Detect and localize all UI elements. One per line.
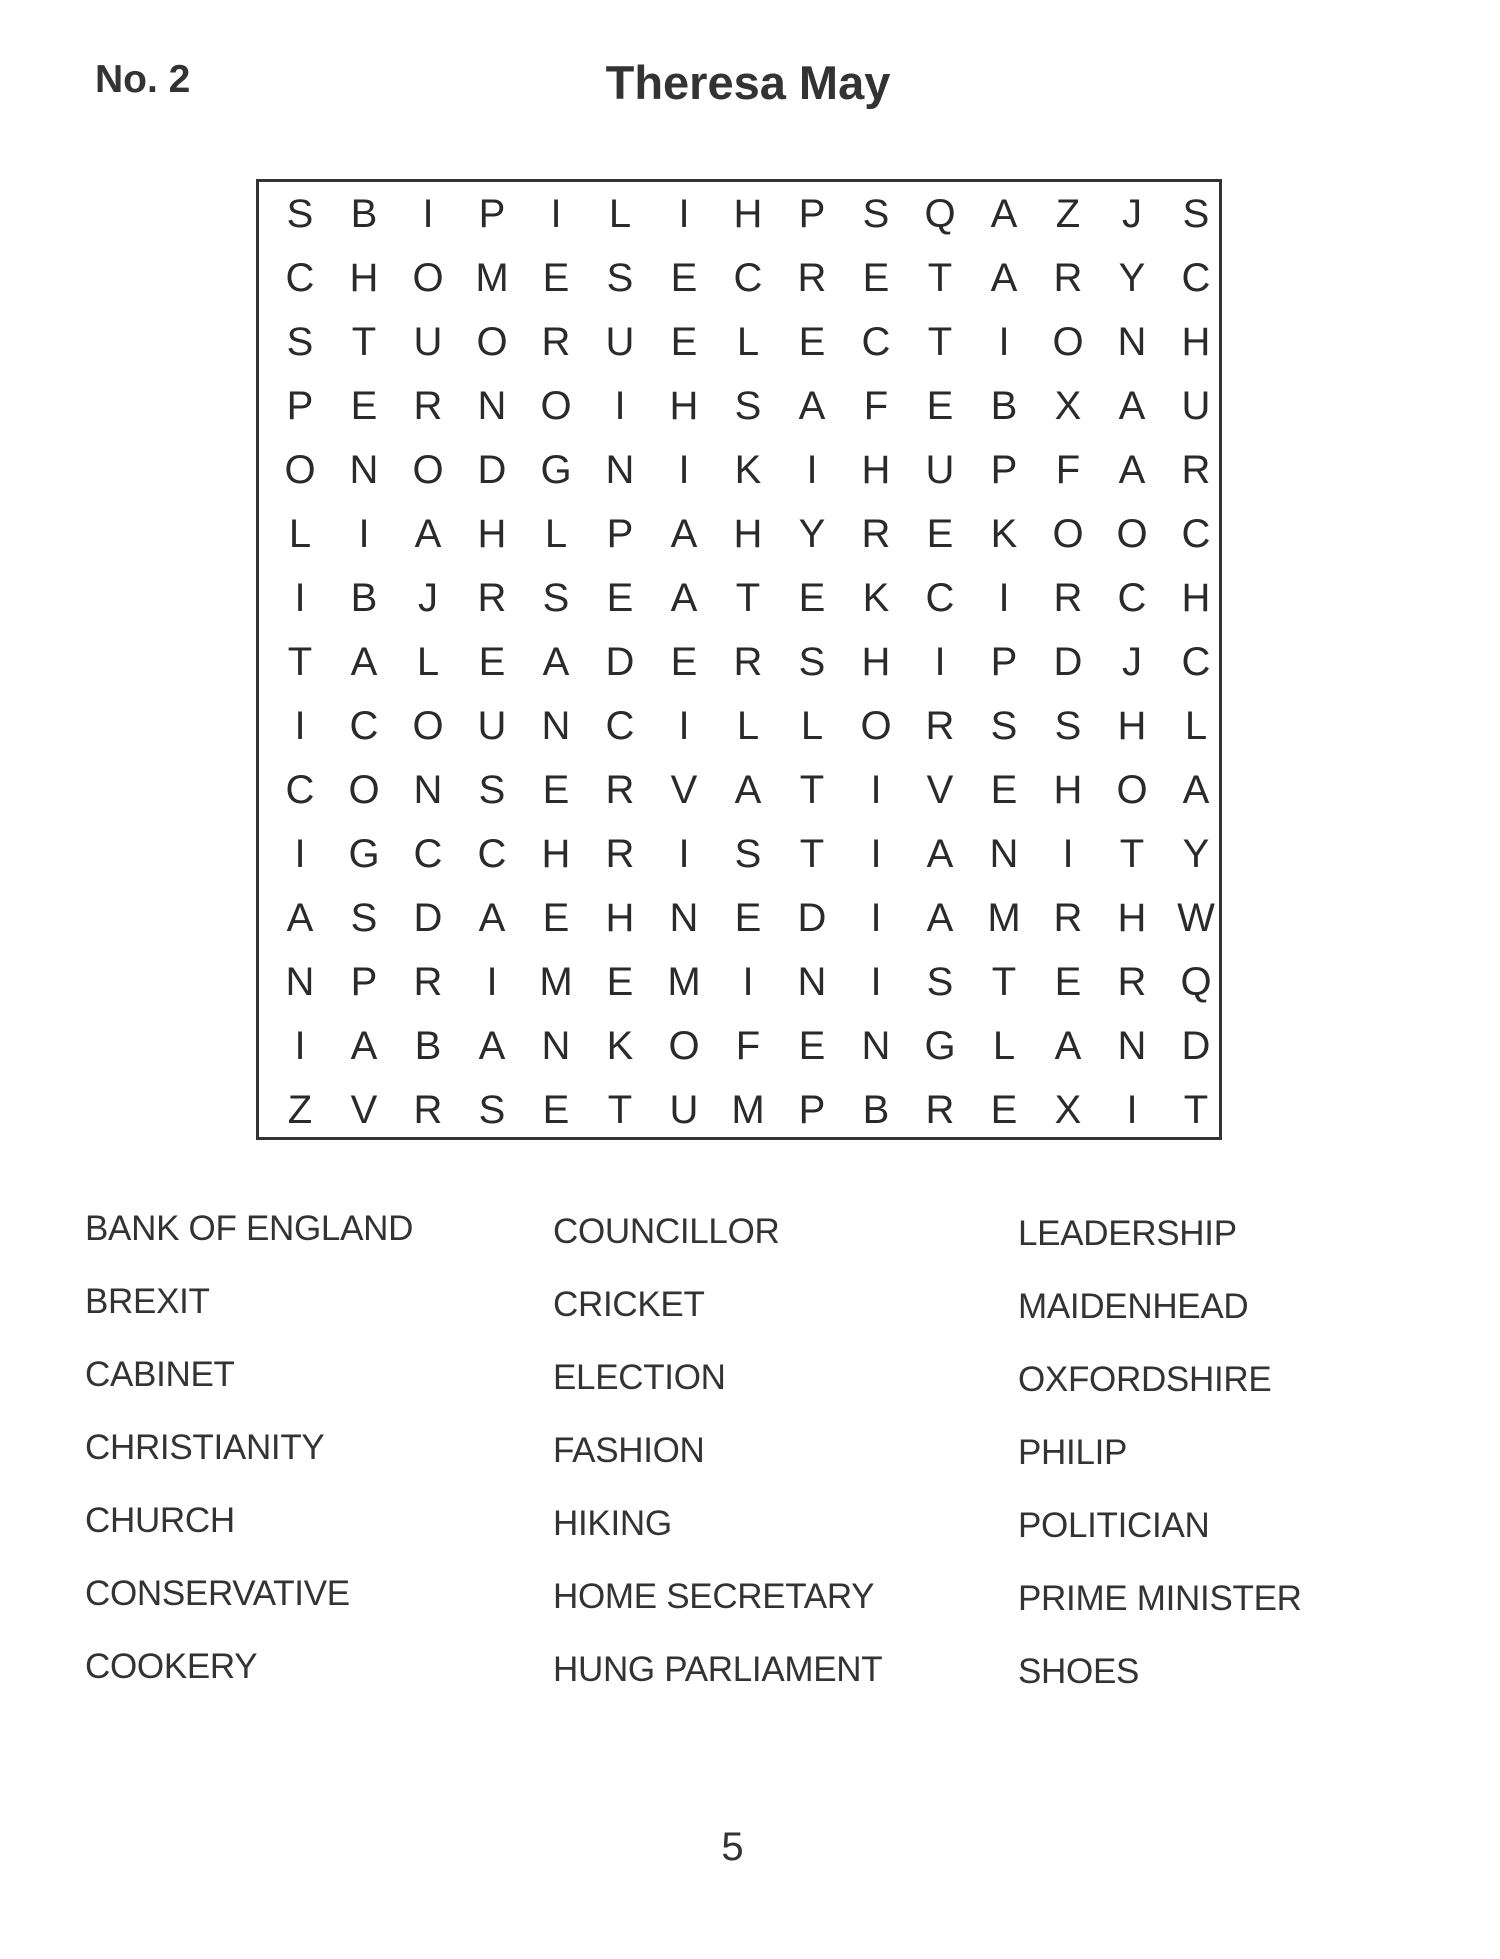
grid-letter: R <box>477 576 507 620</box>
grid-letter: R <box>413 1088 443 1132</box>
word-search-grid <box>256 179 1222 1140</box>
grid-letter: H <box>861 640 891 684</box>
grid-letter: L <box>736 320 760 364</box>
grid-letter: A <box>350 1024 378 1068</box>
grid-letter: C <box>1181 512 1211 556</box>
grid-letter: S <box>1182 192 1210 236</box>
grid-letter: H <box>1181 320 1211 364</box>
grid-letter: N <box>285 960 315 1004</box>
grid-letter: S <box>734 384 762 428</box>
grid-letter: J <box>1122 192 1142 236</box>
grid-letter: M <box>475 256 509 300</box>
grid-letter: T <box>991 960 1017 1004</box>
page-number: 5 <box>721 1825 744 1869</box>
word-list-item: BREXIT <box>85 1282 210 1321</box>
grid-row <box>259 630 1219 694</box>
grid-letter: A <box>1054 1024 1082 1068</box>
grid-letter: E <box>862 256 890 300</box>
grid-letter: P <box>350 960 378 1004</box>
grid-letter: N <box>349 448 379 492</box>
grid-letter: E <box>926 384 954 428</box>
grid-letter: R <box>1117 960 1147 1004</box>
grid-letter: A <box>478 1024 506 1068</box>
grid-row <box>259 758 1219 822</box>
grid-letter: D <box>1181 1024 1211 1068</box>
grid-letter: S <box>478 1088 506 1132</box>
grid-letter: F <box>863 384 889 428</box>
grid-letter: S <box>862 192 890 236</box>
grid-letter: O <box>540 384 572 428</box>
grid-letter: W <box>1177 896 1215 940</box>
grid-letter: R <box>733 640 763 684</box>
grid-letter: D <box>797 896 827 940</box>
grid-letter: A <box>926 832 954 876</box>
grid-letter: O <box>668 1024 700 1068</box>
grid-letter: E <box>798 1024 826 1068</box>
word-list-item: MAIDENHEAD <box>1018 1287 1249 1326</box>
grid-letter: O <box>476 320 508 364</box>
grid-letter: E <box>734 896 762 940</box>
grid-letter: U <box>413 320 443 364</box>
word-list-item: OXFORDSHIRE <box>1018 1360 1272 1399</box>
grid-letter: O <box>1052 512 1084 556</box>
grid-row <box>259 1078 1219 1142</box>
grid-letter: U <box>1181 384 1211 428</box>
grid-letter: C <box>925 576 955 620</box>
grid-letter: L <box>608 192 632 236</box>
grid-letter: R <box>1181 448 1211 492</box>
grid-letter: V <box>670 768 698 812</box>
grid-letter: A <box>286 896 314 940</box>
grid-letter: C <box>1181 640 1211 684</box>
grid-letter: H <box>669 384 699 428</box>
grid-row <box>259 246 1219 310</box>
grid-letter: I <box>678 704 690 748</box>
grid-letter: M <box>539 960 573 1004</box>
grid-letter: I <box>614 384 626 428</box>
grid-letter: R <box>1053 576 1083 620</box>
grid-letter: C <box>413 832 443 876</box>
word-list-item: COUNCILLOR <box>553 1212 780 1251</box>
grid-letter: H <box>1053 768 1083 812</box>
grid-letter: E <box>670 320 698 364</box>
grid-letter: I <box>1062 832 1074 876</box>
grid-letter: R <box>413 960 443 1004</box>
grid-letter: I <box>294 1024 306 1068</box>
grid-letter: A <box>990 192 1018 236</box>
grid-letter: N <box>413 768 443 812</box>
grid-letter: T <box>799 768 825 812</box>
grid-letter: E <box>670 640 698 684</box>
grid-letter: C <box>477 832 507 876</box>
word-list-item: PRIME MINISTER <box>1018 1579 1302 1618</box>
grid-letter: A <box>798 384 826 428</box>
grid-letter: Y <box>1118 256 1146 300</box>
grid-letter: D <box>413 896 443 940</box>
grid-letter: N <box>541 1024 571 1068</box>
grid-letter: J <box>1122 640 1142 684</box>
grid-letter: L <box>800 704 824 748</box>
grid-letter: E <box>542 768 570 812</box>
grid-letter: P <box>798 1088 826 1132</box>
grid-letter: G <box>540 448 572 492</box>
grid-letter: L <box>1184 704 1208 748</box>
grid-letter: P <box>286 384 314 428</box>
grid-letter: I <box>550 192 562 236</box>
grid-letter: H <box>1117 896 1147 940</box>
grid-letter: Q <box>1180 960 1212 1004</box>
grid-letter: O <box>412 704 444 748</box>
grid-letter: P <box>990 448 1018 492</box>
word-list-item: CONSERVATIVE <box>85 1574 350 1613</box>
grid-letter: E <box>606 576 634 620</box>
grid-letter: R <box>1053 256 1083 300</box>
grid-letter: F <box>735 1024 761 1068</box>
grid-letter: N <box>669 896 699 940</box>
grid-letter: E <box>542 256 570 300</box>
grid-letter: A <box>478 896 506 940</box>
grid-letter: N <box>1117 1024 1147 1068</box>
grid-letter: B <box>990 384 1018 428</box>
grid-letter: A <box>1118 384 1146 428</box>
grid-letter: O <box>412 448 444 492</box>
grid-letter: J <box>418 576 438 620</box>
grid-letter: S <box>478 768 506 812</box>
grid-letter: Z <box>287 1088 313 1132</box>
grid-letter: I <box>870 768 882 812</box>
word-list-item: CRICKET <box>553 1285 705 1324</box>
grid-letter: B <box>350 192 378 236</box>
grid-letter: I <box>870 896 882 940</box>
grid-letter: F <box>1055 448 1081 492</box>
grid-letter: I <box>806 448 818 492</box>
grid-letter: C <box>285 768 315 812</box>
grid-letter: K <box>734 448 762 492</box>
grid-letter: H <box>1117 704 1147 748</box>
grid-letter: C <box>1117 576 1147 620</box>
grid-letter: R <box>605 832 635 876</box>
grid-letter: R <box>1053 896 1083 940</box>
grid-letter: S <box>734 832 762 876</box>
grid-letter: H <box>733 512 763 556</box>
grid-row <box>259 566 1219 630</box>
grid-row <box>259 694 1219 758</box>
word-list-item: CHURCH <box>85 1501 235 1540</box>
grid-letter: D <box>477 448 507 492</box>
grid-letter: I <box>294 832 306 876</box>
word-list-item: ELECTION <box>553 1358 726 1397</box>
grid-letter: N <box>477 384 507 428</box>
grid-letter: I <box>678 448 690 492</box>
grid-letter: R <box>797 256 827 300</box>
grid-letter: U <box>669 1088 699 1132</box>
grid-letter: A <box>990 256 1018 300</box>
grid-row <box>259 502 1219 566</box>
grid-letter: H <box>349 256 379 300</box>
grid-letter: B <box>414 1024 442 1068</box>
grid-letter: C <box>1181 256 1211 300</box>
grid-letter: C <box>285 256 315 300</box>
grid-letter: O <box>1052 320 1084 364</box>
grid-letter: H <box>1181 576 1211 620</box>
grid-letter: B <box>862 1088 890 1132</box>
grid-letter: E <box>542 1088 570 1132</box>
grid-letter: L <box>416 640 440 684</box>
grid-letter: P <box>798 192 826 236</box>
grid-letter: A <box>670 576 698 620</box>
grid-letter: D <box>605 640 635 684</box>
grid-letter: N <box>797 960 827 1004</box>
grid-letter: S <box>798 640 826 684</box>
grid-row <box>259 182 1219 246</box>
grid-letter: L <box>288 512 312 556</box>
grid-letter: S <box>286 192 314 236</box>
grid-letter: E <box>478 640 506 684</box>
grid-letter: R <box>541 320 571 364</box>
word-list-item: BANK OF ENGLAND <box>85 1209 414 1248</box>
grid-row <box>259 950 1219 1014</box>
grid-letter: O <box>1116 768 1148 812</box>
grid-letter: E <box>542 896 570 940</box>
grid-letter: S <box>606 256 634 300</box>
grid-letter: I <box>870 960 882 1004</box>
grid-letter: U <box>925 448 955 492</box>
grid-letter: H <box>733 192 763 236</box>
grid-letter: H <box>541 832 571 876</box>
grid-letter: O <box>412 256 444 300</box>
grid-letter: I <box>486 960 498 1004</box>
grid-row <box>259 1014 1219 1078</box>
grid-letter: N <box>1117 320 1147 364</box>
grid-letter: L <box>544 512 568 556</box>
grid-letter: I <box>294 576 306 620</box>
word-list-item: HUNG PARLIAMENT <box>553 1650 883 1689</box>
grid-letter: L <box>736 704 760 748</box>
grid-letter: T <box>735 576 761 620</box>
grid-letter: M <box>731 1088 765 1132</box>
grid-letter: S <box>350 896 378 940</box>
grid-letter: P <box>478 192 506 236</box>
grid-letter: H <box>861 448 891 492</box>
grid-row <box>259 374 1219 438</box>
grid-letter: S <box>1054 704 1082 748</box>
grid-letter: S <box>990 704 1018 748</box>
grid-letter: I <box>358 512 370 556</box>
word-list-item: HIKING <box>553 1504 672 1543</box>
grid-letter: S <box>542 576 570 620</box>
grid-letter: R <box>413 384 443 428</box>
word-list-item: CHRISTIANITY <box>85 1428 325 1467</box>
grid-letter: A <box>414 512 442 556</box>
grid-letter: L <box>992 1024 1016 1068</box>
grid-letter: I <box>742 960 754 1004</box>
word-list-item: COOKERY <box>85 1647 258 1686</box>
grid-row <box>259 310 1219 374</box>
grid-letter: A <box>926 896 954 940</box>
grid-letter: T <box>927 320 953 364</box>
grid-letter: C <box>605 704 635 748</box>
grid-letter: E <box>1054 960 1082 1004</box>
grid-letter: I <box>294 704 306 748</box>
grid-letter: A <box>1118 448 1146 492</box>
grid-letter: S <box>926 960 954 1004</box>
grid-letter: O <box>284 448 316 492</box>
grid-letter: C <box>349 704 379 748</box>
grid-letter: A <box>670 512 698 556</box>
grid-row <box>259 438 1219 502</box>
grid-letter: E <box>350 384 378 428</box>
word-list-item: POLITICIAN <box>1018 1506 1210 1545</box>
grid-letter: C <box>861 320 891 364</box>
grid-letter: O <box>860 704 892 748</box>
grid-letter: I <box>678 192 690 236</box>
grid-letter: E <box>990 768 1018 812</box>
grid-letter: I <box>1126 1088 1138 1132</box>
grid-letter: V <box>926 768 954 812</box>
grid-letter: B <box>350 576 378 620</box>
word-list-item: LEADERSHIP <box>1018 1214 1237 1253</box>
grid-letter: C <box>733 256 763 300</box>
grid-letter: X <box>1054 384 1082 428</box>
page-title: Theresa May <box>605 56 891 109</box>
grid-letter: U <box>477 704 507 748</box>
grid-letter: T <box>1183 1088 1209 1132</box>
grid-letter: U <box>605 320 635 364</box>
grid-letter: T <box>351 320 377 364</box>
grid-letter: O <box>348 768 380 812</box>
grid-row <box>259 822 1219 886</box>
grid-letter: E <box>798 576 826 620</box>
grid-letter: Z <box>1055 192 1081 236</box>
grid-letter: V <box>350 1088 378 1132</box>
grid-letter: I <box>678 832 690 876</box>
grid-letter: T <box>799 832 825 876</box>
grid-letter: Q <box>924 192 956 236</box>
grid-letter: H <box>605 896 635 940</box>
grid-letter: R <box>925 704 955 748</box>
grid-letter: A <box>1182 768 1210 812</box>
grid-letter: A <box>350 640 378 684</box>
grid-letter: I <box>422 192 434 236</box>
grid-letter: Y <box>1182 832 1210 876</box>
grid-letter: T <box>287 640 313 684</box>
grid-letter: N <box>861 1024 891 1068</box>
grid-letter: R <box>925 1088 955 1132</box>
grid-letter: O <box>1116 512 1148 556</box>
grid-row <box>259 886 1219 950</box>
grid-letter: K <box>990 512 1018 556</box>
grid-letter: I <box>870 832 882 876</box>
grid-letter: E <box>670 256 698 300</box>
grid-letter: A <box>734 768 762 812</box>
grid-letter: S <box>286 320 314 364</box>
grid-letter: M <box>667 960 701 1004</box>
grid-letter: R <box>605 768 635 812</box>
grid-letter: R <box>861 512 891 556</box>
word-list-item: SHOES <box>1018 1652 1140 1691</box>
grid-letter: P <box>990 640 1018 684</box>
grid-letter: E <box>926 512 954 556</box>
grid-letter: G <box>924 1024 956 1068</box>
word-list-item: PHILIP <box>1018 1433 1128 1472</box>
grid-letter: T <box>607 1088 633 1132</box>
grid-letter: H <box>477 512 507 556</box>
grid-letter: D <box>1053 640 1083 684</box>
grid-letter: T <box>927 256 953 300</box>
grid-letter: E <box>990 1088 1018 1132</box>
grid-letter: M <box>987 896 1021 940</box>
grid-letter: T <box>1119 832 1145 876</box>
grid-letter: I <box>998 576 1010 620</box>
word-list-item: FASHION <box>553 1431 705 1470</box>
grid-letter: K <box>606 1024 634 1068</box>
grid-letter: E <box>606 960 634 1004</box>
grid-letter: N <box>989 832 1019 876</box>
grid-letter: N <box>541 704 571 748</box>
grid-letter: I <box>998 320 1010 364</box>
grid-letter: Y <box>798 512 826 556</box>
puzzle-number: No. 2 <box>95 58 191 101</box>
word-list-item: HOME SECRETARY <box>553 1577 875 1616</box>
grid-letter: X <box>1054 1088 1082 1132</box>
grid-letter: A <box>542 640 570 684</box>
grid-letter: I <box>934 640 946 684</box>
grid-letter: K <box>862 576 890 620</box>
word-list-item: CABINET <box>85 1355 235 1394</box>
grid-letter: E <box>798 320 826 364</box>
grid-letter: P <box>606 512 634 556</box>
grid-letter: N <box>605 448 635 492</box>
grid-letter: G <box>348 832 380 876</box>
